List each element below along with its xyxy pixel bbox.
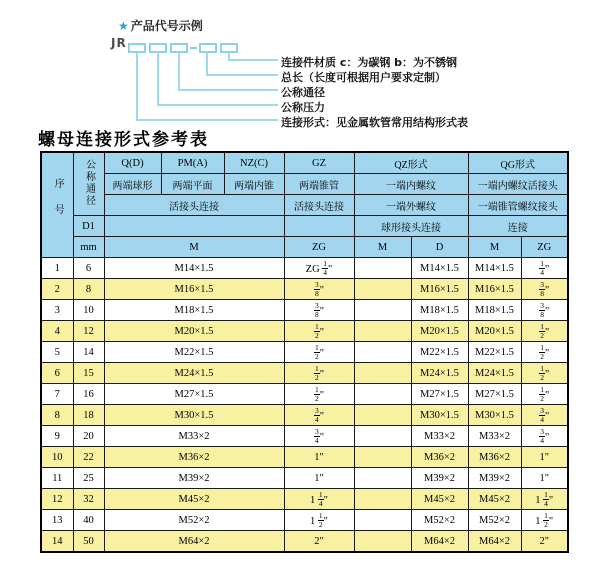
header-blank-gz: [284, 216, 354, 237]
qg-zg-cell: 1": [521, 468, 568, 489]
qg-m-cell: M22×1.5: [468, 342, 521, 363]
qz-m-cell: [354, 447, 411, 468]
header-desc-qz: 一端内螺纹: [354, 174, 468, 195]
table-row: [41, 279, 568, 300]
code-dash: [190, 47, 197, 49]
qg-m-cell: M27×1.5: [468, 384, 521, 405]
qz-d-cell: M52×2: [411, 510, 468, 531]
header-conn-union: 活接头连接: [104, 195, 284, 216]
seq-cell: 13: [41, 510, 73, 531]
m-thread-cell: M64×2: [104, 531, 284, 553]
header-conn-qz: 一端外螺纹: [354, 195, 468, 216]
header-desc-gz: 两端锥管: [284, 174, 354, 195]
qg-m-cell: M45×2: [468, 489, 521, 510]
qg-zg-cell: 1 $\frac{1}{2}$ ": [521, 510, 568, 531]
seq-cell: 3: [41, 300, 73, 321]
qg-m-cell: M30×1.5: [468, 405, 521, 426]
gz-cell: $\frac{1}{2}$ ": [284, 321, 354, 342]
qz-m-cell: [354, 384, 411, 405]
code-field-labels: [281, 55, 468, 130]
header-qz-d: D: [411, 237, 468, 258]
qg-zg-cell: $\frac{1}{2}$ ": [521, 363, 568, 384]
label-material: 连接件材质 c：为碳钢 b：为不锈钢: [281, 56, 458, 69]
qz-d-cell: M22×1.5: [411, 342, 468, 363]
qz-m-cell: [354, 258, 411, 279]
mm-cell: 12: [73, 321, 104, 342]
table-row: [41, 363, 568, 384]
header-group-qd: Q(D): [104, 152, 161, 174]
seq-cell: 1: [41, 258, 73, 279]
mm-cell: 50: [73, 531, 104, 553]
m-thread-cell: M36×2: [104, 447, 284, 468]
qz-d-cell: M14×1.5: [411, 258, 468, 279]
qg-zg-cell: 1": [521, 447, 568, 468]
table-row: [41, 384, 568, 405]
qz-m-cell: [354, 342, 411, 363]
qz-m-cell: [354, 531, 411, 553]
qg-zg-cell: $\frac{3}{4}$ ": [521, 405, 568, 426]
connector-line: [178, 89, 278, 91]
m-thread-cell: M20×1.5: [104, 321, 284, 342]
label-nominal-diameter: 公称通径: [281, 86, 325, 99]
seq-cell: 14: [41, 531, 73, 553]
qg-zg-cell: $\frac{3}{8}$ ": [521, 279, 568, 300]
mm-cell: 10: [73, 300, 104, 321]
gz-cell: $\frac{3}{8}$ ": [284, 300, 354, 321]
table-row: [41, 447, 568, 468]
star-icon: ★: [118, 19, 129, 33]
seq-cell: 9: [41, 426, 73, 447]
code-prefix: JR: [111, 36, 127, 50]
connector-line: [206, 52, 208, 76]
qg-zg-cell: $\frac{1}{2}$ ": [521, 342, 568, 363]
mm-cell: 25: [73, 468, 104, 489]
code-box-4: [199, 43, 217, 53]
label-connection-type: 连接形式：见金属软管常用结构形式表: [281, 116, 468, 129]
connector-line: [228, 59, 278, 61]
gz-cell: $\frac{3}{4}$ ": [284, 405, 354, 426]
table-row: [41, 531, 568, 553]
m-thread-cell: M24×1.5: [104, 363, 284, 384]
qz-m-cell: [354, 279, 411, 300]
m-thread-cell: M16×1.5: [104, 279, 284, 300]
table-row: [41, 300, 568, 321]
qg-zg-cell: $\frac{3}{8}$ ": [521, 300, 568, 321]
qg-zg-cell: $\frac{1}{2}$ ": [521, 321, 568, 342]
table-row: [41, 405, 568, 426]
gz-cell: 2": [284, 531, 354, 553]
header-diameter: 公称通径: [73, 152, 104, 216]
qz-d-cell: M30×1.5: [411, 405, 468, 426]
header-thread-m: M: [104, 237, 284, 258]
qz-m-cell: [354, 426, 411, 447]
label-nominal-pressure: 公称压力: [281, 101, 325, 114]
m-thread-cell: M27×1.5: [104, 384, 284, 405]
qg-zg-cell: $\frac{1}{4}$ ": [521, 258, 568, 279]
qg-m-cell: M52×2: [468, 510, 521, 531]
qz-d-cell: M20×1.5: [411, 321, 468, 342]
qz-d-cell: M36×2: [411, 447, 468, 468]
m-thread-cell: M52×2: [104, 510, 284, 531]
m-thread-cell: M33×2: [104, 426, 284, 447]
m-thread-cell: M30×1.5: [104, 405, 284, 426]
mm-cell: 14: [73, 342, 104, 363]
qz-m-cell: [354, 468, 411, 489]
qg-m-cell: M33×2: [468, 426, 521, 447]
header-connect: 连接: [468, 216, 568, 237]
mm-cell: 16: [73, 384, 104, 405]
qz-d-cell: M39×2: [411, 468, 468, 489]
header-desc-qd: 两端球形: [104, 174, 161, 195]
mm-cell: 32: [73, 489, 104, 510]
m-thread-cell: M39×2: [104, 468, 284, 489]
connector-line: [136, 52, 138, 121]
seq-cell: 10: [41, 447, 73, 468]
seq-cell: 12: [41, 489, 73, 510]
qz-m-cell: [354, 300, 411, 321]
header-group-pma: PM(A): [161, 152, 224, 174]
qz-m-cell: [354, 489, 411, 510]
qz-d-cell: M16×1.5: [411, 279, 468, 300]
seq-cell: 11: [41, 468, 73, 489]
mm-cell: 22: [73, 447, 104, 468]
qg-zg-cell: $\frac{3}{4}$ ": [521, 426, 568, 447]
m-thread-cell: M45×2: [104, 489, 284, 510]
header-thread-zg: ZG: [284, 237, 354, 258]
gz-cell: $\frac{1}{2}$ ": [284, 384, 354, 405]
mm-cell: 6: [73, 258, 104, 279]
gz-cell: 1": [284, 468, 354, 489]
qg-m-cell: M16×1.5: [468, 279, 521, 300]
header-conn-gz: 活接头连接: [284, 195, 354, 216]
connector-line: [178, 52, 180, 91]
qz-d-cell: M45×2: [411, 489, 468, 510]
qg-m-cell: M20×1.5: [468, 321, 521, 342]
seq-cell: 7: [41, 384, 73, 405]
gz-cell: $\frac{1}{2}$ ": [284, 342, 354, 363]
header-qg-m: M: [468, 237, 521, 258]
table-row: [41, 321, 568, 342]
qz-m-cell: [354, 405, 411, 426]
header-group-qz: QZ形式: [354, 152, 468, 174]
table-header: [41, 152, 568, 258]
mm-cell: 15: [73, 363, 104, 384]
header-group-qg: QG形式: [468, 152, 568, 174]
seq-cell: 2: [41, 279, 73, 300]
header-desc-qg: 一端内螺纹活接头: [468, 174, 568, 195]
qg-m-cell: M24×1.5: [468, 363, 521, 384]
table-row: [41, 489, 568, 510]
table-row: [41, 426, 568, 447]
mm-cell: 8: [73, 279, 104, 300]
product-code-example-title: [118, 17, 203, 34]
table-row: [41, 342, 568, 363]
table-row: [41, 510, 568, 531]
seq-cell: 5: [41, 342, 73, 363]
connector-line: [206, 74, 278, 76]
product-code-example-text: 产品代号示例: [130, 19, 203, 33]
qg-m-cell: M18×1.5: [468, 300, 521, 321]
mm-cell: 18: [73, 405, 104, 426]
header-seq: 序号: [41, 152, 73, 258]
qg-m-cell: M39×2: [468, 468, 521, 489]
seq-cell: 4: [41, 321, 73, 342]
header-qz-m: M: [354, 237, 411, 258]
gz-cell: 1 $\frac{1}{2}$ ": [284, 510, 354, 531]
qz-d-cell: M18×1.5: [411, 300, 468, 321]
header-group-nzc: NZ(C): [224, 152, 284, 174]
connector-line: [157, 52, 159, 106]
m-thread-cell: M22×1.5: [104, 342, 284, 363]
header-conn-qg: 一端锥管螺纹接头: [468, 195, 568, 216]
gz-cell: $\frac{1}{2}$ ": [284, 363, 354, 384]
seq-cell: 6: [41, 363, 73, 384]
label-total-length: 总长（长度可根据用户要求定制）: [281, 71, 446, 84]
gz-cell: ZG $\frac{1}{4}$ ": [284, 258, 354, 279]
table-row: [41, 258, 568, 279]
mm-cell: 20: [73, 426, 104, 447]
table-row: [41, 468, 568, 489]
seq-cell: 8: [41, 405, 73, 426]
header-qg-zg: ZG: [521, 237, 568, 258]
m-thread-cell: M18×1.5: [104, 300, 284, 321]
qz-m-cell: [354, 510, 411, 531]
qz-d-cell: M33×2: [411, 426, 468, 447]
qg-zg-cell: 2": [521, 531, 568, 553]
qg-zg-cell: 1 $\frac{1}{4}$ ": [521, 489, 568, 510]
qz-d-cell: M27×1.5: [411, 384, 468, 405]
mm-cell: 40: [73, 510, 104, 531]
header-group-gz: GZ: [284, 152, 354, 174]
qz-m-cell: [354, 363, 411, 384]
qg-m-cell: M14×1.5: [468, 258, 521, 279]
qz-m-cell: [354, 321, 411, 342]
qz-d-cell: M64×2: [411, 531, 468, 553]
connector-line: [136, 119, 278, 121]
table-title: 螺母连接形式参考表: [38, 130, 209, 150]
gz-cell: 1": [284, 447, 354, 468]
m-thread-cell: M14×1.5: [104, 258, 284, 279]
qz-d-cell: M24×1.5: [411, 363, 468, 384]
qg-m-cell: M36×2: [468, 447, 521, 468]
header-desc-nzc: 两端内锥: [224, 174, 284, 195]
gz-cell: $\frac{3}{8}$ ": [284, 279, 354, 300]
connector-line: [157, 104, 278, 106]
header-ball-joint: 球形接头连接: [354, 216, 468, 237]
gz-cell: 1 $\frac{1}{4}$ ": [284, 489, 354, 510]
header-blank-left: [104, 216, 284, 237]
nut-connection-reference-table: [40, 151, 569, 553]
qg-m-cell: M64×2: [468, 531, 521, 553]
qg-zg-cell: $\frac{1}{2}$ ": [521, 384, 568, 405]
table-body: [41, 258, 568, 553]
header-desc-pma: 两端平面: [161, 174, 224, 195]
header-d1: D1: [73, 216, 104, 237]
gz-cell: $\frac{3}{4}$ ": [284, 426, 354, 447]
header-mm: mm: [73, 237, 104, 258]
